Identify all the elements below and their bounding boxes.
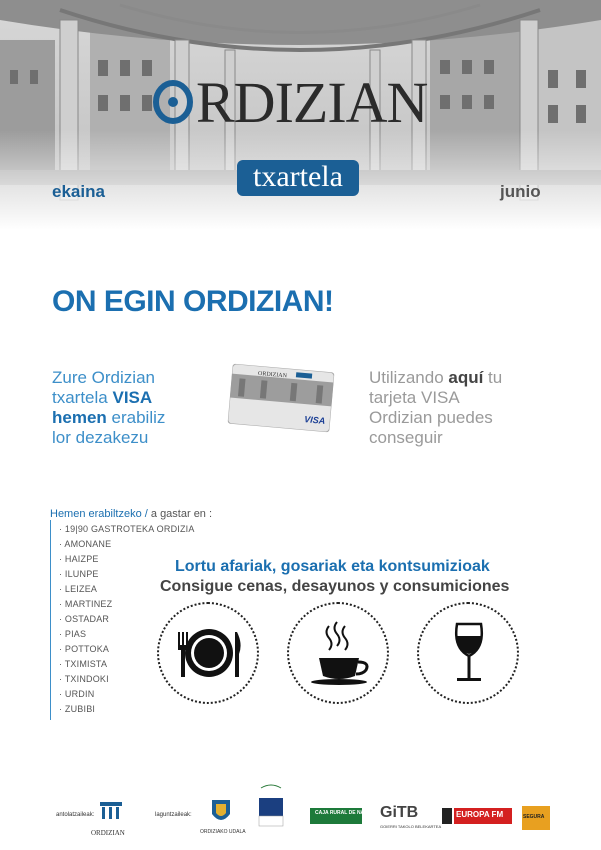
shop-list-item: · HAIZPE (59, 554, 99, 564)
coffee-cup-icon (289, 604, 387, 702)
shop-list-item: · POTTOKA (59, 644, 110, 654)
page-title: ON EGIN ORDIZIAN! (52, 285, 334, 318)
footer (0, 770, 601, 850)
intro-eu-line3: erabiliz (106, 408, 166, 427)
card-network: VISA (303, 414, 326, 426)
shop-list-item: · 19|90 GASTROTEKA ORDIZIA (59, 524, 195, 534)
caja-rural-name: CAJA RURAL DE NAVARRA (315, 810, 382, 816)
shop-list-item: · ILUNPE (59, 569, 99, 579)
intro-spanish (369, 368, 539, 448)
intro-eu-line2: txartela (52, 388, 113, 407)
intro-eu-line4: lor dezakezu (52, 428, 149, 447)
shop-list-item: · MARTINEZ (59, 599, 113, 609)
regional-emblem-icon (255, 782, 287, 834)
intro-basque (52, 368, 202, 448)
council-shield-icon (210, 798, 232, 826)
intro-es-visa: VISA (420, 388, 460, 407)
intro-es-aqui: aquí (448, 368, 484, 387)
visa-card-image (228, 364, 335, 433)
sponsors-label: laguntzaileak: (155, 812, 192, 818)
shop-list-item: · LEIZEA (59, 584, 98, 594)
intro-es-line1: Utilizando (369, 368, 449, 387)
intro-es-tu: tu (483, 368, 503, 387)
card-brand: ORDIZIAN (257, 370, 288, 380)
shop-list-item: · TXIMISTA (59, 659, 108, 669)
drinks-circle (417, 602, 519, 704)
gtb-subtitle: GOIERRI TAKOLO BELEKARTEA (380, 824, 442, 829)
intro-es-line4: conseguir (369, 428, 443, 447)
intro-es-line3: Ordizian puedes (369, 408, 493, 427)
dinner-circle (157, 602, 259, 704)
wine-glass-icon (419, 604, 517, 702)
europa-fm-name: EUROPA FM (456, 810, 504, 819)
shop-list-item: · ZUBIBI (59, 704, 96, 714)
intro-eu-line1: Zure Ordizian (52, 368, 155, 387)
shop-list-item: · URDIN (59, 689, 95, 699)
logo-o-icon (152, 80, 194, 124)
breakfast-circle (287, 602, 389, 704)
intro-eu-visa: VISA (112, 388, 153, 407)
shop-list-item: · AMONANE (59, 539, 112, 549)
brand-logo (196, 70, 428, 135)
org-name: ORDIZIAN (91, 829, 125, 837)
month-basque: ekaina (52, 182, 105, 201)
tagline-basque: Lortu afariak, gosariak eta kontsumizioak (175, 558, 490, 575)
plate-cutlery-icon (159, 604, 257, 702)
where-label (50, 508, 212, 520)
shop-list-item: · OSTADAR (59, 614, 110, 624)
month-spanish: junio (500, 182, 541, 201)
ordizian-logo-icon (96, 800, 126, 826)
intro-eu-hemen: hemen (52, 408, 107, 427)
where-label-es: a gastar en : (150, 508, 213, 520)
tagline-spanish: Consigue cenas, desayunos y consumiciones (160, 578, 510, 595)
intro-es-line2: tarjeta (369, 388, 421, 407)
organizers-label: antolatzaileak: (56, 812, 95, 818)
logo-text: RDIZIAN (196, 70, 428, 135)
shop-list-item: · TXINDOKI (59, 674, 109, 684)
gtb-logo: GiTB (380, 804, 419, 821)
where-label-eu: Hemen erabiltzeko / (50, 508, 151, 520)
segura-name: SEGURA (523, 814, 545, 820)
txartela-badge: txartela (237, 160, 359, 196)
shop-list-item: · PIAS (59, 629, 87, 639)
council-name: ORDIZIAKO UDALA (200, 829, 246, 835)
